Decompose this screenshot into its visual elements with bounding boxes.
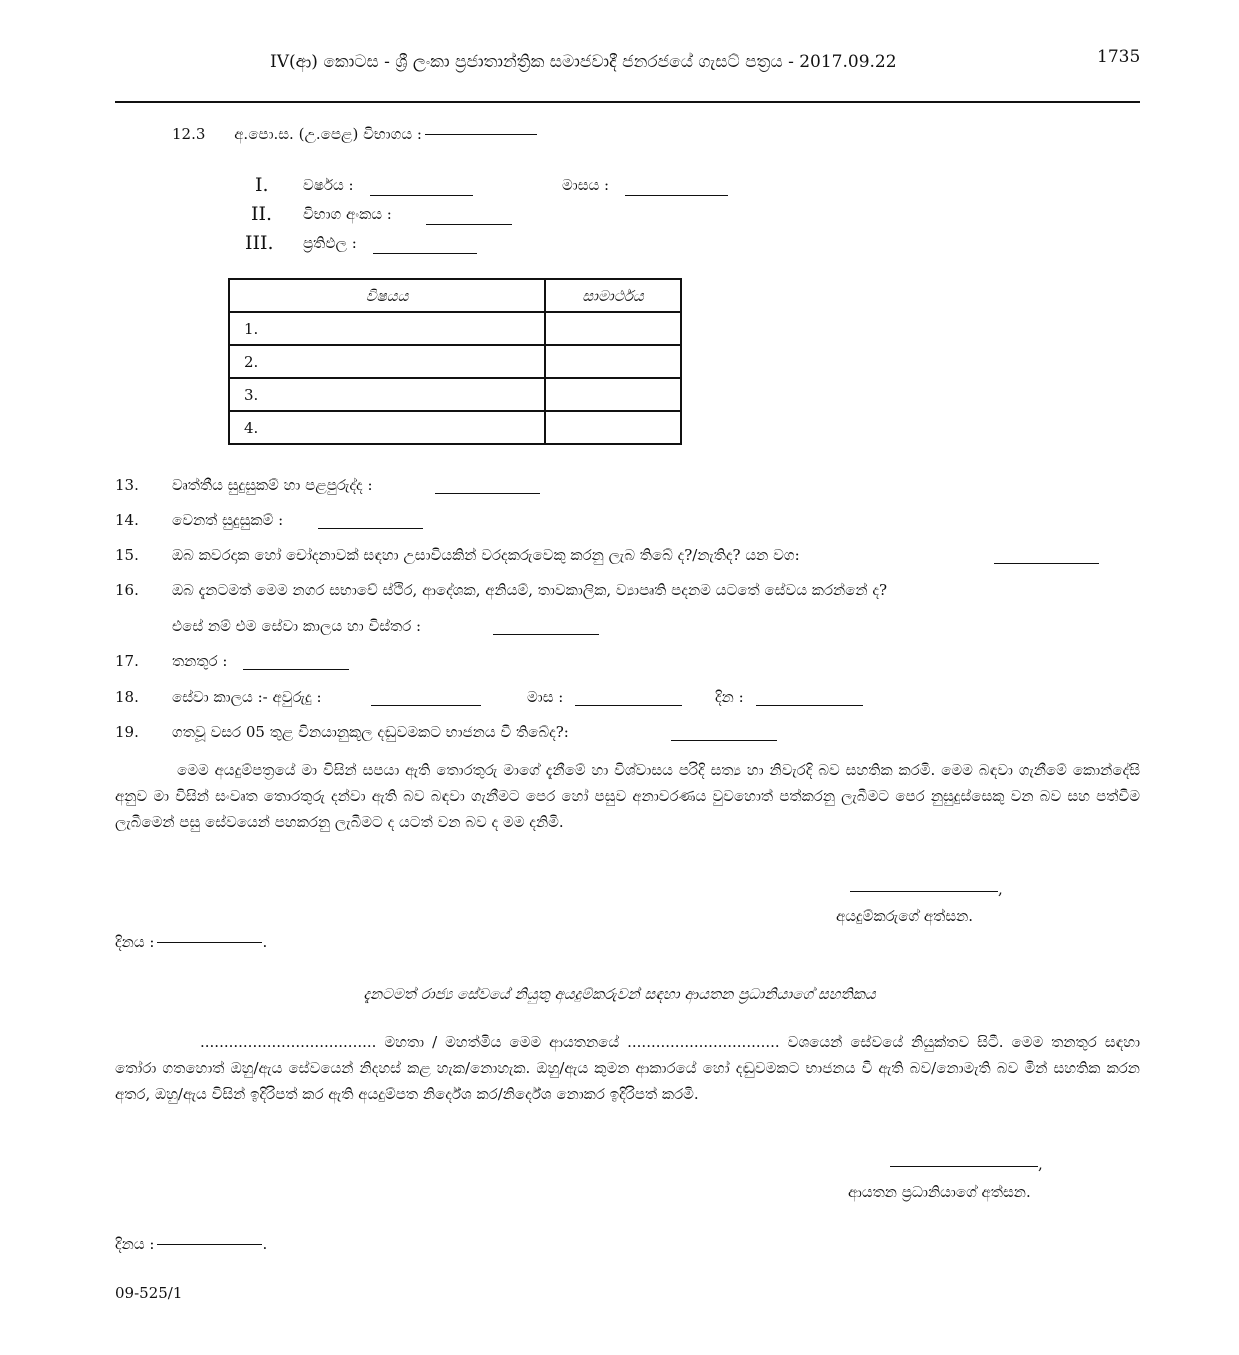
roman-numeral: III. <box>245 232 274 254</box>
applicant-signature-line <box>850 891 998 892</box>
results-table <box>228 278 682 445</box>
blank-line <box>425 133 537 135</box>
blank-line <box>575 704 682 706</box>
comma: , <box>1038 1155 1043 1173</box>
item-17 <box>115 652 228 670</box>
item-text: වෘත්තීය සුදුසුකම් හා පළපුරුද්ද : <box>172 476 373 494</box>
page-number: 1735 <box>1097 47 1141 67</box>
blank-line <box>370 194 473 196</box>
exam-index-row <box>251 203 392 225</box>
table-cell <box>545 411 681 444</box>
item-number: 18. <box>115 688 139 706</box>
blank-line <box>493 633 599 635</box>
blank-line <box>426 223 512 225</box>
blank-line <box>373 252 477 254</box>
row-number: 4. <box>229 411 545 444</box>
applicant-signature-label: අයදුම්කරුගේ අත්සන. <box>836 907 974 925</box>
months-label: මාස : <box>527 688 564 706</box>
table-cell <box>545 345 681 378</box>
blank-line <box>435 492 540 494</box>
head-signature-label: ආයතන ප්‍රධානියාගේ අත්සන. <box>848 1183 1031 1201</box>
blank-line <box>157 941 262 943</box>
item-19 <box>115 723 569 741</box>
head-date: දිනය : . <box>115 1235 268 1253</box>
blank-line <box>318 527 423 529</box>
table-header-row <box>229 279 681 312</box>
item-subtext: එසේ නම් එම සේවා කාලය හා විස්තර : <box>172 617 422 635</box>
item-number: 15. <box>115 546 139 564</box>
days-label: දින : <box>715 688 744 706</box>
blank-line <box>756 704 863 706</box>
item-text: වෙනත් සුදුසුකම් : <box>172 511 284 529</box>
blank-line <box>371 704 481 706</box>
item-number: 16. <box>115 581 139 599</box>
header-rule <box>115 101 1140 103</box>
subject-header: විෂයය <box>229 279 545 312</box>
table-row <box>229 378 681 411</box>
blank-line <box>157 1243 262 1245</box>
section-12-3 <box>172 125 537 143</box>
item-18 <box>115 688 744 706</box>
item-text: තනතුර : <box>172 652 228 670</box>
item-text: ඔබ දැනටමත් මෙම නගර සභාවේ ස්ථිර, ආදේශක, අනියම්, තාවකාලික, ව්‍යාපෘති පදනම යටතේ සේවය කරන්නේ ද? <box>172 581 888 599</box>
section-number: 12.3 <box>172 125 206 143</box>
gazette-header-title: IV(ආ) කොටස - ශ්‍රී ලංකා ප්‍රජාතාන්ත්‍රික සමාජවාදී ජනරජයේ ගැසට් පත්‍රය - 2017.09.22 <box>270 52 897 72</box>
exam-year-row <box>255 174 610 196</box>
table-cell <box>545 312 681 345</box>
table-cell <box>545 378 681 411</box>
item-16-sub <box>172 617 421 635</box>
roman-numeral: I. <box>255 174 269 196</box>
item-number: 14. <box>115 511 139 529</box>
item-text: සේවා කාලය :- අවුරුදු : <box>172 688 322 706</box>
item-text: ඔබ කවරදාක හෝ චෝදනාවක් සඳහා උසාවියකින් වරදකරුවෙකු කරනු ලැබ තිබේ ද?/නැතිද? යන වග: <box>172 546 800 564</box>
table-row <box>229 312 681 345</box>
item-number: 19. <box>115 723 139 741</box>
month-label: මාසය : <box>562 176 610 194</box>
declaration-paragraph: මෙම අයදුම්පත්‍රයේ මා විසින් සපයා ඇති තොරතුරු මාගේ දැනීමේ හා විශ්වාසය පරිදි සත්‍ය හා නිවැරදි බව සහතික කරමි. මෙම බඳවා ගැනීමේ කොන්දේසි අනුව මා විසින් සංවෘත තොරතුරු දන්වා ඇති බව බඳවා ගැනීමට පෙර හෝ පසුව අනාවරණය වුවහොත් පත්කරනු ලැබීමට පෙර නුසුදුස්සෙකු වන බව සහ පත්වීම ලැබීමෙන් පසු සේවයෙන් පහකරනු ලැබීමට ද යටත් වන බව ද මම දනිමි. <box>115 761 1140 831</box>
year-label: වර්ෂය : <box>303 176 354 194</box>
pass-header: සාමාර්ථය <box>545 279 681 312</box>
item-16 <box>115 581 888 599</box>
result-label: ප්‍රතිඵල : <box>303 234 357 252</box>
item-13 <box>115 476 373 494</box>
applicant-date: දිනය : . <box>115 933 268 951</box>
blank-line <box>625 194 728 196</box>
section-label: අ.පො.ස. (උ.පෙළ) විභාගය : <box>234 125 422 143</box>
row-number: 2. <box>229 345 545 378</box>
certificate-paragraph: ..................................... මහතා / මහත්මිය මෙම ආයතනයේ ................................ වශයෙන් සේවයේ නියුක්තව සිටී. මෙම තනතුර සඳහා තෝරා ගතහොත් ඔහු/ඇය සේවයෙන් නිදහස් කළ හැක/නොහැක. ඔහු/ඇය කුමන ආකාරයේ හෝ දඬුවමකට භාජනය වී ඇති බව/නොමැති බව මින් සහතික කරන අතර, ඔහු/ඇය විසින් ඉදිරිපත් කර ඇති අයදුම්පත නිර්දේශ කර/නිර්දේශ නොකර ඉදිරිපත් කරමි. <box>115 1033 1140 1103</box>
item-14 <box>115 511 284 529</box>
blank-line <box>243 668 349 670</box>
item-text: ගතවූ වසර 05 තුළ විනයානුකූල දඬුවමකට භාජනය වී තිබේද?: <box>172 723 569 741</box>
row-number: 3. <box>229 378 545 411</box>
item-number: 13. <box>115 476 139 494</box>
reference-code: 09-525/1 <box>115 1284 183 1302</box>
certificate-title: දැනටමත් රාජ්‍ය සේවයේ නියුතු අයදුම්කරුවන් සඳහා ආයතන ප්‍රධානියාගේ සහතිකය <box>363 985 876 1003</box>
table-row <box>229 345 681 378</box>
blank-line <box>994 562 1099 564</box>
item-number: 17. <box>115 652 139 670</box>
roman-numeral: II. <box>251 203 273 225</box>
blank-line <box>671 739 777 741</box>
date-label: දිනය : <box>115 933 155 951</box>
exam-result-row <box>245 232 357 254</box>
head-signature-line <box>890 1166 1038 1167</box>
comma: , <box>998 880 1003 898</box>
row-number: 1. <box>229 312 545 345</box>
item-15 <box>115 546 800 564</box>
index-label: විභාග අංකය : <box>303 205 392 223</box>
date-label: දිනය : <box>115 1235 155 1253</box>
table-row <box>229 411 681 444</box>
